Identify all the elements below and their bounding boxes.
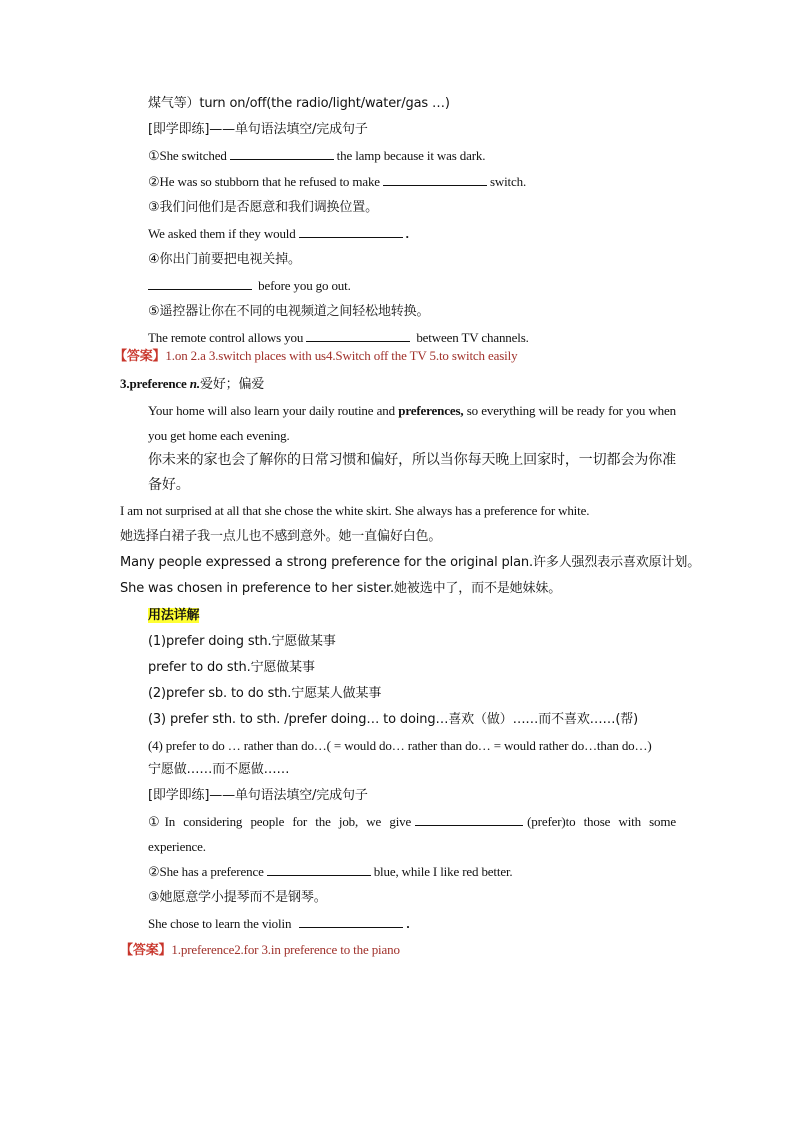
question-4-chinese: ④你出门前要把电视关掉。 — [148, 252, 301, 267]
answer-blank[interactable] — [299, 915, 403, 928]
example-1-chinese: 你未来的家也会了解你的日常习惯和偏好，所以当你每天晚上回家时，一切都会为你准备好。 — [148, 452, 676, 493]
usage-3: (3) prefer sth. to sth. /prefer doing… to doing…喜欢（做）……而不喜欢……(帮) — [148, 712, 639, 727]
question-3: We asked them if they would . — [148, 226, 409, 241]
usage-title: 用法详解 — [148, 608, 200, 623]
answer-blank[interactable] — [306, 329, 410, 342]
question-5: The remote control allows you between TV channels. — [148, 330, 529, 345]
usage-4: (4) prefer to do … rather than do…( = would do… rather than do… = would rather do…than do…) — [148, 738, 652, 753]
question-2-2: ②She has a preference blue, while I like red better. — [148, 864, 513, 879]
answer-line: 【答案】1.on 2.a 3.switch places with us4.Switch off the TV 5.to switch easily — [114, 348, 518, 364]
answer-blank[interactable] — [415, 813, 523, 826]
section-heading: 3.preference n.爱好；偏爱 — [120, 376, 265, 392]
usage-2: (2)prefer sb. to do sth.宁愿某人做某事 — [148, 686, 382, 701]
answer-blank[interactable] — [267, 863, 371, 876]
question-2-3-chinese: ③她愿意学小提琴而不是钢琴。 — [148, 890, 327, 905]
example-2-chinese: 她选择白裙子我一点儿也不感到意外。她一直偏好白色。 — [120, 529, 442, 544]
example-4: She was chosen in preference to her sister.她被选中了，而不是她妹妹。 — [120, 581, 562, 596]
exercise-title: [即学即练]——单句语法填空/完成句子 — [148, 122, 368, 137]
answer-blank[interactable] — [148, 277, 252, 290]
question-3-chinese: ③我们问他们是否愿意和我们调换位置。 — [148, 200, 378, 215]
answer-blank[interactable] — [299, 225, 403, 238]
question-2: ②He was so stubborn that he refused to make switch. — [148, 174, 527, 189]
answer-blank[interactable] — [230, 147, 334, 160]
question-4: before you go out. — [120, 277, 676, 295]
exercise-title-2: [即学即练]——单句语法填空/完成句子 — [148, 788, 368, 803]
usage-1b: prefer to do sth.宁愿做某事 — [148, 660, 315, 675]
usage-title-line — [120, 606, 676, 625]
answer-blank[interactable] — [383, 173, 487, 186]
question-1: ①She switched the lamp because it was dark. — [148, 148, 486, 163]
example-2: I am not surprised at all that she chose the white skirt. She always has a preference for white. — [120, 503, 590, 518]
usage-4-chinese: 宁愿做……而不愿做…… — [148, 762, 290, 777]
example-1: Your home will also learn your daily routine and preferences, so everything will be ready for you when you get home each evening. — [148, 403, 676, 443]
usage-1: (1)prefer doing sth.宁愿做某事 — [148, 634, 336, 649]
document-content — [114, 94, 701, 960]
question-2-1: ①In considering people for the job, we give (prefer)to those with some experience. — [148, 814, 676, 854]
intro-line: 煤气等）turn on/off(the radio/light/water/gas …) — [148, 96, 450, 111]
question-5-chinese: ⑤遥控器让你在不同的电视频道之间轻松地转换。 — [148, 304, 430, 319]
example-3: Many people expressed a strong preference for the original plan.许多人强烈表示喜欢原计划。 — [120, 555, 701, 570]
answer-line-2: 【答案】1.preference2.for 3.in preference to the piano — [120, 942, 400, 958]
question-2-3: She chose to learn the violin . — [148, 916, 410, 931]
